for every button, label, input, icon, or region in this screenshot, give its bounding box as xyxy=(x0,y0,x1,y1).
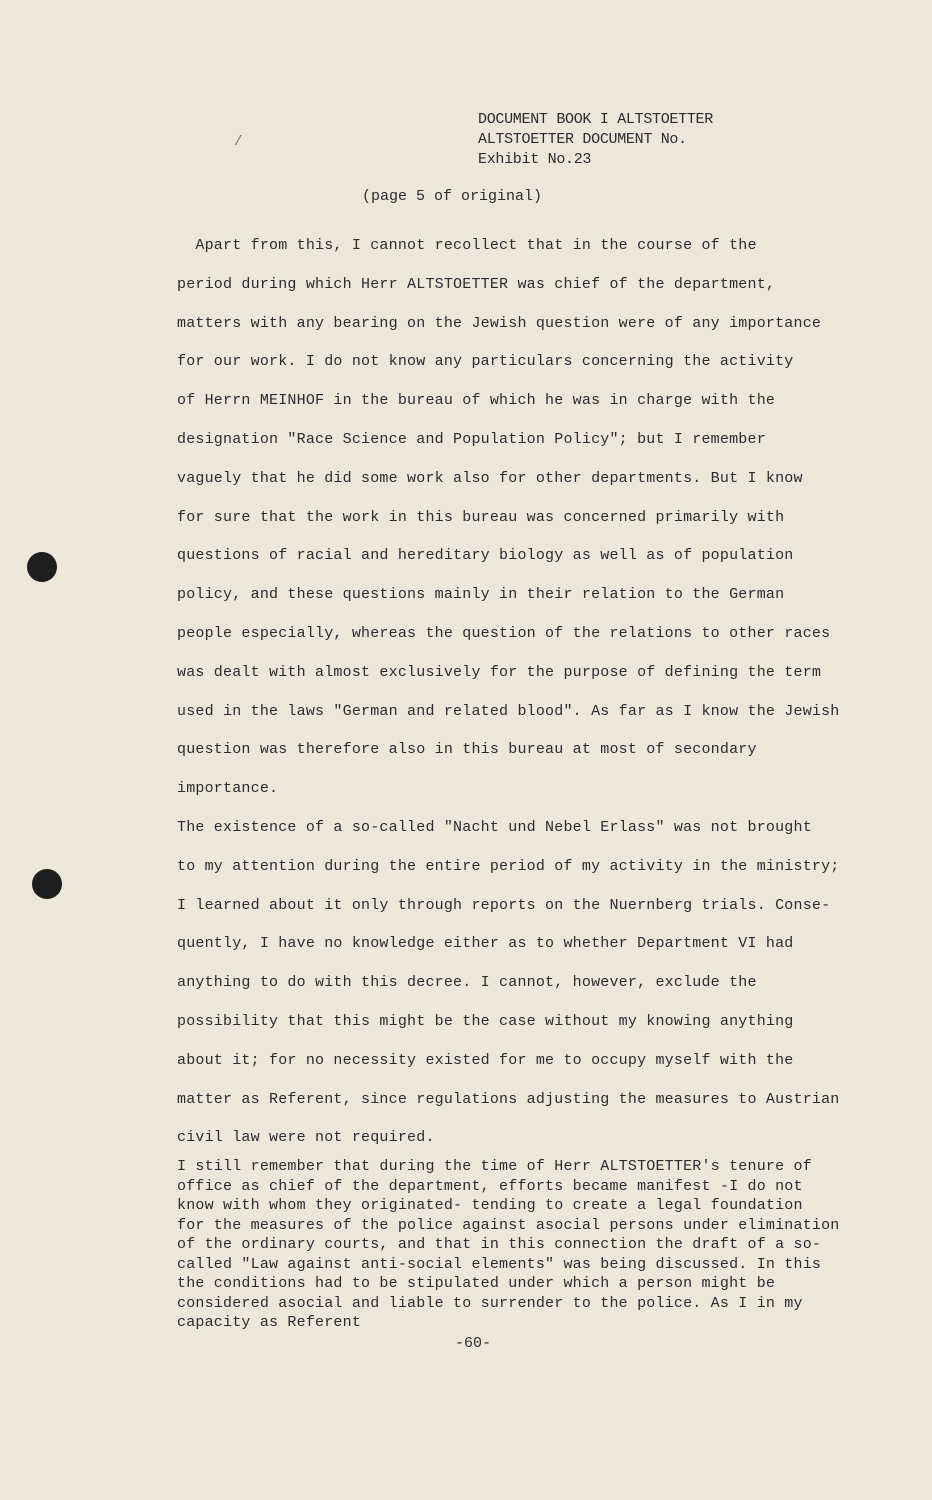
text-line: period during which Herr ALTSTOETTER was chief of the department, xyxy=(177,275,776,293)
text-line: used in the laws "German and related blood". As far as I know the Jewish xyxy=(177,702,840,720)
punch-hole-top xyxy=(27,552,57,582)
text-line: importance. xyxy=(177,780,279,798)
header-line-1: DOCUMENT BOOK I ALTSTOETTER xyxy=(478,111,713,128)
text-line: for sure that the work in this bureau was concerned primarily with xyxy=(177,508,785,526)
text-line: office as chief of the department, efforts became manifest -I do not xyxy=(177,1177,803,1195)
text-line: people especially, whereas the question of the relations to other races xyxy=(177,624,831,642)
tick-mark: / xyxy=(234,134,243,150)
text-line: know with whom they originated- tending to create a legal foundation xyxy=(177,1197,803,1214)
text-line: for our work. I do not know any particulars concerning the activity xyxy=(177,353,794,371)
text-line: civil law were not required. xyxy=(177,1129,435,1147)
header-line-2: ALTSTOETTER DOCUMENT No. xyxy=(478,131,687,148)
text-line: capacity as Referent xyxy=(177,1314,362,1331)
text-line: Apart from this, I cannot recollect that in the course of the xyxy=(177,237,757,254)
text-line: I learned about it only through reports on the Nuernberg trials. Conse- xyxy=(177,896,831,914)
text-line: of Herrn MEINHOF in the bureau of which he was in charge with the xyxy=(177,392,776,410)
text-line: vaguely that he did some work also for other departments. But I know xyxy=(177,469,803,487)
document-header xyxy=(478,110,713,170)
text-line: designation "Race Science and Population Policy"; but I remember xyxy=(177,430,766,448)
text-line: quently, I have no knowledge either as to whether Department VI had xyxy=(177,935,794,953)
text-line: matters with any bearing on the Jewish question were of any importance xyxy=(177,314,822,332)
text-line: I still remember that during the time of Herr ALTSTOETTER's tenure of xyxy=(177,1158,812,1175)
text-line: policy, and these questions mainly in their relation to the German xyxy=(177,586,785,604)
double-spaced-body xyxy=(177,227,877,1158)
text-line: about it; for no necessity existed for me to occupy myself with the xyxy=(177,1051,794,1069)
text-line: considered asocial and liable to surrender to the police. As I in my xyxy=(177,1294,803,1312)
single-spaced-body xyxy=(177,1157,887,1333)
text-line: of the ordinary courts, and that in this connection the draft of a so- xyxy=(177,1236,822,1253)
text-line: anything to do with this decree. I cannot, however, exclude the xyxy=(177,974,757,992)
text-line: was dealt with almost exclusively for the purpose of defining the term xyxy=(177,663,822,681)
text-line: possibility that this might be the case without my knowing anything xyxy=(177,1012,794,1030)
punch-hole-bottom xyxy=(32,869,62,899)
text-line: matter as Referent, since regulations adjusting the measures to Austrian xyxy=(177,1090,840,1108)
text-line: questions of racial and hereditary biology as well as of population xyxy=(177,547,794,565)
text-line: The existence of a so-called "Nacht und Nebel Erlass" was not brought xyxy=(177,818,812,836)
text-line: question was therefore also in this bureau at most of secondary xyxy=(177,741,757,759)
text-line: to my attention during the entire period of my activity in the ministry; xyxy=(177,857,840,875)
text-line: the conditions had to be stipulated under which a person might be xyxy=(177,1275,776,1292)
page-reference: (page 5 of original) xyxy=(362,188,543,205)
page-number: -60- xyxy=(455,1335,492,1352)
text-line: for the measures of the police against asocial persons under elimination xyxy=(177,1216,840,1234)
header-line-3: Exhibit No.23 xyxy=(478,151,592,168)
text-line: called "Law against anti-social elements" was being discussed. In this xyxy=(177,1255,822,1273)
